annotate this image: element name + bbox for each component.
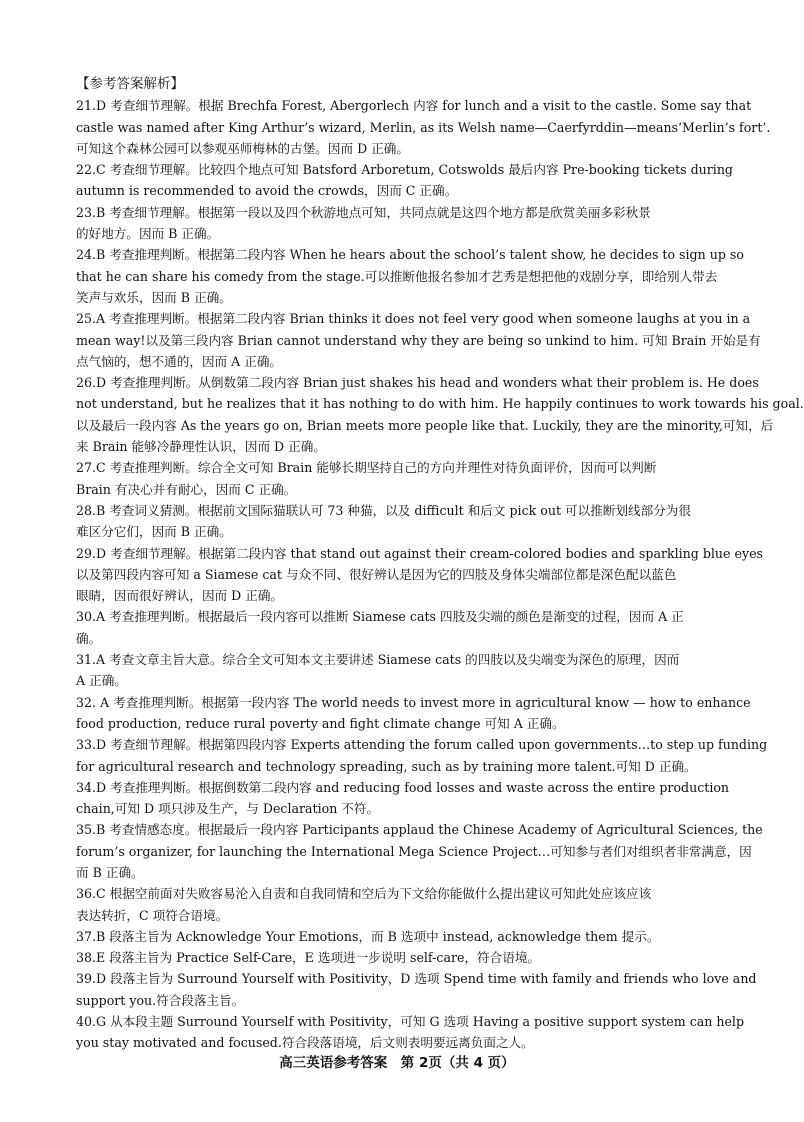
explanation-line: 40.G 从本段主题 Surround Yourself with Positivity，可知 G 选项 Having a positive support system can help (76, 1014, 745, 1030)
explanation-line: 23.B 考查细节理解。根据第一段以及四个秋游地点可知，共同点就是这四个地方都是欣赏美丽多彩秋景 (76, 204, 651, 220)
explanation-line: 28.B 考查词义猜测。根据前文国际猫联认可 73 种猫，以及 difficult 和后文 pick out 可以推断划线部分为很 (76, 502, 691, 518)
explanation-line: support you.符合段落主旨。 (76, 992, 245, 1008)
explanation-line: 笑声与欢乐，因而 B 正确。 (76, 289, 232, 305)
explanation-line: 34.D 考查推理判断。根据倒数第二段内容 and reducing food losses and waste across the entire production (76, 779, 730, 795)
explanation-line: 39.D 段落主旨为 Surround Yourself with Positivity，D 选项 Spend time with family and friends who love and (76, 971, 757, 987)
explanation-line: castle was named after King Arthur’s wizard, Merlin, as its Welsh name—Caerfyrddin—means‘Merlin’s fort’. (76, 119, 771, 135)
explanation-line: A 正确。 (76, 673, 127, 689)
explanation-line: 29.D 考查细节理解。根据第二段内容 that stand out against their cream-colored bodies and sparkling blue eyes (76, 545, 763, 561)
explanation-line: 24.B 考查推理判断。根据第二段内容 When he hears about the school’s talent show, he decides to sign up so (76, 247, 744, 263)
explanation-line: not understand, but he realizes that it has nothing to do with him. He happily continues to work towards his goal. (76, 396, 804, 412)
explanation-line: 33.D 考查细节理解。根据第四段内容 Experts attending the forum called upon governments…to step up funding (76, 737, 768, 753)
explanation-line: 31.A 考查文章主旨大意。综合全文可知本文主要讲述 Siamese cats 的四肢以及尖端变为深色的原理，因而 (76, 652, 680, 668)
answer-explanation-body (76, 74, 804, 1054)
explanation-line: 难区分它们，因而 B 正确。 (76, 524, 232, 540)
explanation-line: 27.C 考查推理判断。综合全文可知 Brain 能够长期坚持自己的方向并理性对待负面评价，因而可以判断 (76, 460, 657, 476)
explanation-line: 可知这个森林公园可以参观巫师梅林的古堡。因而 D 正确。 (76, 140, 409, 156)
explanation-line: mean way!以及第三段内容 Brian cannot understand why they are being so unkind to him. 可知 Brain 开始是有 (76, 332, 761, 348)
explanation-line: 25.A 考查推理判断。根据第二段内容 Brian thinks it does not feel very good when someone laughs at you in a (76, 311, 751, 327)
explanation-line: 表达转折，C 项符合语境。 (76, 907, 229, 923)
explanation-line: 的好地方。因而 B 正确。 (76, 226, 220, 242)
explanation-line: forum’s organizer, for launching the International Mega Science Project…可知参与者们对组织者非常满意，因 (76, 843, 752, 859)
explanation-line: autumn is recommended to avoid the crowds，因而 C 正确。 (76, 183, 458, 199)
explanation-line: 35.B 考查情感态度。根据最后一段内容 Participants applaud the Chinese Academy of Agricultural Sciences, the (76, 822, 763, 838)
explanation-line: 来 Brain 能够冷静理性认识，因而 D 正确。 (76, 439, 326, 455)
explanation-line: for agricultural research and technology spreading, such as by training more talent.可知 D 正确。 (76, 758, 697, 774)
explanation-line: 以及第四段内容可知 a Siamese cat 与众不同、很好辨认是因为它的四肢及身体尖端部位都是深色配以蓝色 (76, 566, 677, 582)
explanation-line: 36.C 根据空前面对失败容易沦入自责和自我同情和空后为下文给你能做什么提出建议可知此处应该应该 (76, 886, 652, 902)
explanation-line: 眼睛，因而很好辨认，因而 D 正确。 (76, 588, 284, 604)
explanation-line: 22.C 考查细节理解。比较四个地点可知 Batsford Arboretum, Cotswolds 最后内容 Pre-booking tickets during (76, 162, 733, 178)
explanation-line: 26.D 考查推理判断。从倒数第二段内容 Brian just shakes his head and wonders what their problem is. He does (76, 375, 759, 391)
section-heading: 【参考答案解析】 (76, 76, 184, 92)
explanation-line: 38.E 段落主旨为 Practice Self-Care，E 选项进一步说明 self-care，符合语境。 (76, 950, 541, 966)
explanation-line: 32. A 考查推理判断。根据第一段内容 The world needs to invest more in agricultural know — how to enhance (76, 694, 751, 710)
explanation-line: you stay motivated and focused.符合段落语境，后文则表明要远离负面之人。 (76, 1035, 534, 1051)
explanation-line: chain,可知 D 项只涉及生产，与 Declaration 不符。 (76, 801, 380, 817)
explanation-line: that he can share his comedy from the stage.可以推断他报名参加才艺秀是想把他的戏剧分享，即给别人带去 (76, 268, 718, 284)
explanation-line: 而 B 正确。 (76, 864, 144, 880)
explanation-line: Brain 有决心并有耐心，因而 C 正确。 (76, 481, 297, 497)
explanation-line: 确。 (76, 630, 102, 646)
explanation-line: 以及最后一段内容 As the years go on, Brian meets more people like that. Luckily, they are the minority,可知，后 (76, 417, 774, 433)
explanation-line: 30.A 考查推理判断。根据最后一段内容可以推断 Siamese cats 四肢及尖端的颜色是渐变的过程，因而 A 正 (76, 609, 684, 625)
explanation-line: 点气恼的，想不通的，因而 A 正确。 (76, 353, 283, 369)
explanation-line: food production, reduce rural poverty and fight climate change 可知 A 正确。 (76, 715, 565, 731)
explanation-line: 37.B 段落主旨为 Acknowledge Your Emotions，而 B 选项中 instead, acknowledge them 提示。 (76, 928, 660, 944)
explanation-lines (76, 95, 804, 1053)
page-footer: 高三英语参考答案 第 2页（共 4 页） (279, 1055, 515, 1071)
explanation-line: 21.D 考查细节理解。根据 Brechfa Forest, Abergorlech 内容 for lunch and a visit to the castle. Some say that (76, 98, 752, 114)
